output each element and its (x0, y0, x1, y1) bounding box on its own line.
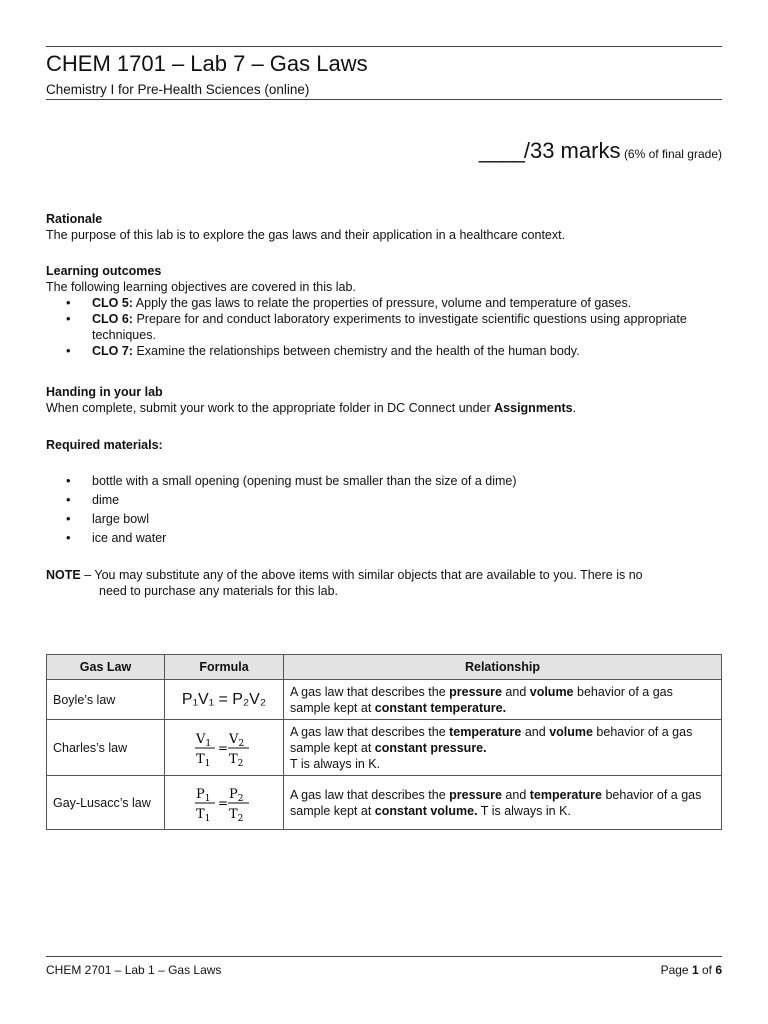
relationship-bold-term: volume (529, 684, 574, 699)
relationship-gay-lussac (284, 776, 722, 830)
outcome-item (46, 311, 722, 343)
materials-heading: Required materials: (46, 438, 163, 452)
footer-page-of: of (698, 963, 716, 977)
footer-page-number (661, 962, 722, 978)
outcomes-heading: Learning outcomes (46, 264, 162, 278)
outcome-item (46, 295, 722, 311)
law-name: Gay-Lusacc’s law (47, 776, 165, 830)
material-item: • bottle with a small opening (opening must be smaller than the size of a dime) (46, 473, 722, 489)
rationale-text: The purpose of this lab is to explore the gas laws and their application in a healthcare context. (46, 228, 566, 242)
relationship-bold-term: temperature (529, 787, 602, 802)
marks-label: /33 marks (523, 138, 621, 163)
document-page (46, 0, 722, 1024)
note-text-line2: need to purchase any materials for this lab. (99, 584, 339, 598)
table-row (47, 720, 722, 776)
outcomes-section (46, 263, 722, 359)
relationship-bold-term: constant pressure. (374, 740, 487, 755)
fraction-formula (193, 728, 255, 768)
relationship-bold-term: volume (549, 724, 593, 739)
relationship-text: T is always in K. (477, 803, 571, 818)
formula-charles (165, 720, 284, 776)
relationship-bold-term: constant temperature. (374, 700, 507, 715)
denominator-left: $T_1$ (196, 751, 211, 768)
document-title: CHEM 1701 – Lab 7 – Gas Laws (46, 51, 368, 76)
rationale-section (46, 211, 722, 243)
table-header-row (47, 655, 722, 680)
numerator-right: $P_2$ (229, 786, 244, 804)
handing-in-text (46, 400, 722, 416)
table-row (47, 680, 722, 720)
note-label: NOTE (46, 568, 81, 582)
law-name: Boyle’s law (47, 680, 165, 720)
note-section (46, 567, 722, 599)
handing-in-text-end: . (572, 401, 577, 415)
outcome-code: CLO 5: (92, 296, 133, 310)
numerator-right: $V_2$ (229, 731, 245, 749)
handing-in-section (46, 384, 722, 416)
relationship-text: and (501, 787, 530, 802)
relationship-charles-extra: T is always in K. (290, 756, 381, 771)
note-text-line1: – You may substitute any of the above items with similar objects that are available to you. There is no (80, 568, 643, 582)
relationship-text: A gas law that describes the (290, 724, 450, 739)
outcome-text: Examine the relationships between chemistry and the health of the human body. (136, 344, 580, 358)
header-bottom-rule (46, 99, 722, 100)
material-item: • large bowl (46, 511, 722, 527)
denominator-right: $T_2$ (229, 806, 244, 823)
outcomes-intro: The following learning objectives are covered in this lab. (46, 280, 356, 294)
relationship-bold-term: pressure (449, 787, 502, 802)
relationship-text: behavior of a gas sample kept at (290, 787, 702, 818)
rationale-heading: Rationale (46, 212, 103, 226)
relationship-bold-term: temperature (449, 724, 522, 739)
header-top-rule (46, 46, 722, 47)
footer-page-prefix: Page (660, 963, 692, 977)
assignments-label: Assignments (494, 401, 573, 415)
relationship-text: A gas law that describes the (290, 684, 450, 699)
handing-in-heading: Handing in your lab (46, 385, 163, 399)
outcome-item (46, 343, 722, 359)
header-formula: Formula (165, 655, 284, 680)
material-item: • ice and water (46, 530, 722, 546)
relationship-text: behavior of a gas sample kept at (290, 724, 693, 755)
relationship-text: behavior of a gas sample kept at (290, 684, 673, 715)
header-gas-law: Gas Law (47, 655, 165, 680)
outcome-text: Prepare for and conduct laboratory experiments to investigate scientific questions using appropriate techniques. (92, 312, 687, 342)
material-item: • dime (46, 492, 722, 508)
numerator-left: $V_1$ (196, 731, 212, 749)
relationship-boyle (284, 680, 722, 720)
relationship-text: A gas law that describes the (290, 787, 450, 802)
formula-gay-lussac (165, 776, 284, 830)
equals-sign: = (218, 740, 229, 755)
footer-course: CHEM 2701 – Lab 1 – Gas Laws (46, 963, 222, 977)
marks-weight-note: (6% of final grade) (623, 147, 722, 161)
relationship-text: and (501, 684, 530, 699)
document-subtitle: Chemistry I for Pre-Health Sciences (online) (46, 82, 310, 97)
header-relationship: Relationship (284, 655, 722, 680)
outcome-code: CLO 7: (92, 344, 133, 358)
table-row (47, 776, 722, 830)
footer-rule (46, 956, 722, 957)
denominator-left: $T_1$ (196, 806, 211, 823)
relationship-bold-term: pressure (449, 684, 502, 699)
footer-page-total: 6 (715, 963, 722, 977)
equals-sign: = (218, 795, 229, 810)
outcome-text: Apply the gas laws to relate the properties of pressure, volume and temperature of gases. (135, 296, 632, 310)
relationship-charles (284, 720, 722, 776)
note-line (46, 567, 722, 583)
relationship-charles-text (290, 724, 715, 756)
materials-section (46, 437, 722, 546)
relationship-text: and (521, 724, 550, 739)
relationship-bold-term: constant volume. (374, 803, 478, 818)
numerator-left: $P_1$ (196, 786, 211, 804)
denominator-right: $T_2$ (229, 751, 244, 768)
fraction-formula (193, 783, 255, 823)
marks-blank: ____ (478, 138, 524, 163)
gas-laws-table (46, 654, 722, 830)
outcome-code: CLO 6: (92, 312, 133, 326)
formula-boyle: P₁V₁ = P₂V₂ (165, 680, 284, 720)
law-name: Charles’s law (47, 720, 165, 776)
footer-page-current: 1 (691, 963, 699, 977)
marks-line (478, 138, 722, 163)
handing-in-text-start: When complete, submit your work to the appropriate folder in DC Connect under (46, 401, 495, 415)
